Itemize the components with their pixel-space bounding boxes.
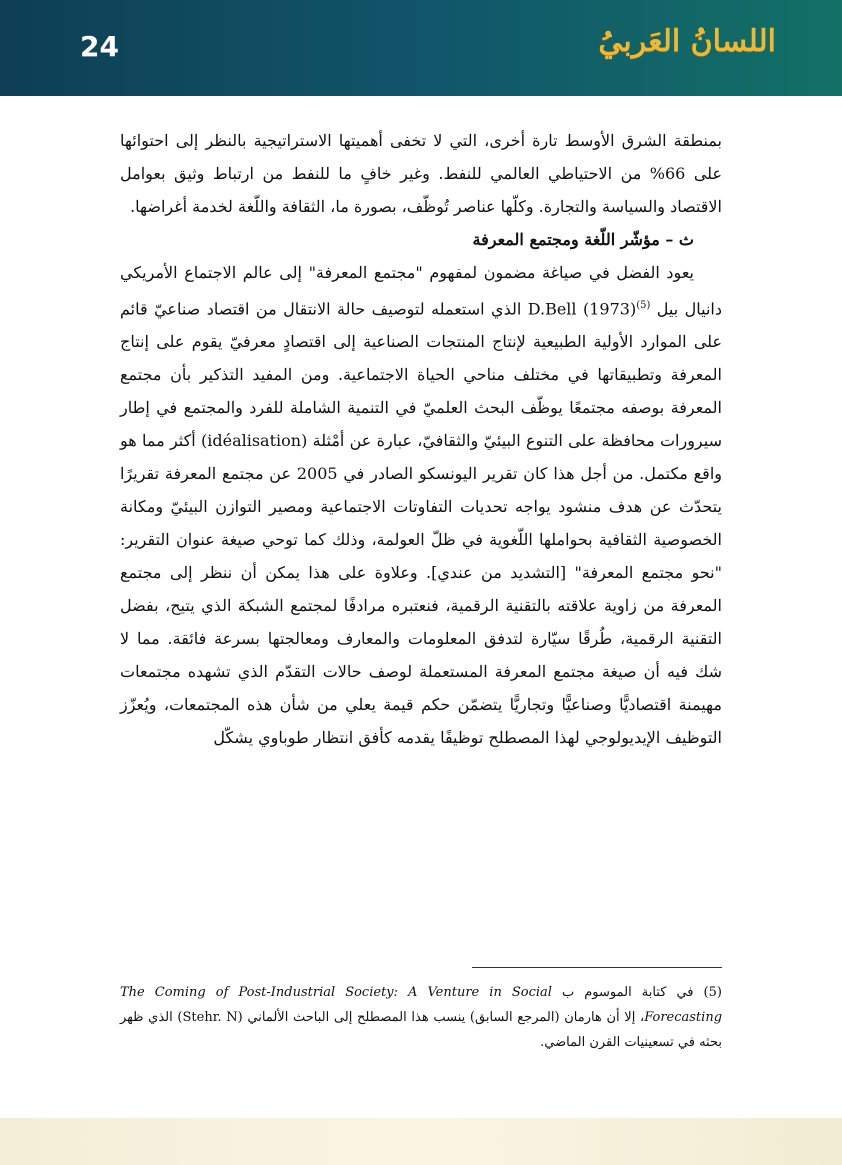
footnote-divider [472,967,722,968]
paragraph-text: الذي استعمله لتوصيف حالة الانتقال من اقتصاد صناعيّ قائم على الموارد الأولية الطبيعية لإنتاج المنتجات الصناعية إلى اقتصادٍ معرفيّ يقوم على إنتاج المعرفة وتطبيقاتها في مختلف مناحي الحياة الاجتماعية. ومن المفيد التذكير بأن مجتمع المعرفة بوصفه مجتمعًا يوظّف البحث العلميّ في التنمية الشاملة للفرد والمجتمع في إطار سيرورات محافظة على التنوع البيئيّ والثقافيّ، عبارة عن أمْثلة (idéalisation) أكثر مما هو واقع مكتمل. من أجل هذا كان تقرير اليونسكو الصادر في 2005 عن مجتمع المعرفة تقريرًا يتحدّث عن هدف منشود يواجه تحديات التفاوتات الاجتماعية ومصير التوازن البيئيّ ومكانة الخصوصية الثقافية بحواملها اللّغوية في ظلّ العولمة، وذلك كما توحي صيغة عنوان التقرير: "نحو مجتمع المعرفة" [التشديد من عندي]. وعلاوة على هذا يمكن أن ننظر إلى مجتمع المعرفة من زاوية علاقته بالتقنية الرقمية، فنعتبره مرادفًا لمجتمع الشبكة الذي يتيح، بفضل التقنية الرقمية، طُرقًا سيّارة لتدفق المعلومات والمعارف ومعالجتها بسرعة فائقة. مما لا شك فيه أن صيغة مجتمع المعرفة المستعملة لوصف حالات التقدّم الذي تشهده مجتمعات مهيمنة اقتصاديًّا وصناعيًّا وتجاريًّا يتضمّن حكم قيمة يعلي من شأن هذه المجتمعات، ويُعزّز التوظيف الإيديولوجي لهذا المصطلح توظيفًا يقدمه كأفق انتظار طوباوي يشكّل [120,299,723,748]
footnote-text: (5) في كتابة الموسوم ب [551,985,722,1000]
section-heading: ث – مؤشّر اللّغة ومجتمع المعرفة [472,230,694,249]
journal-logo: اللسانُ العَربيُ [598,24,776,59]
footnote-ref[interactable]: (5) [636,300,651,311]
footnote-5 [120,980,722,1055]
paragraph-text: يعود الفضل في صياغة مضمون لمفهوم "مجتمع المعرفة" إلى عالم الاجتماع الأمريكي دانيال بيل D.Bell (1973) [120,263,722,319]
page-number: 24 [80,30,119,63]
paragraph [120,256,722,754]
page-footer [0,1118,842,1165]
paragraph: بمنطقة الشرق الأوسط تارة أخرى، التي لا تخفى أهميتها الاستراتيجية بالنظر إلى احتوائها على 66% من الاحتياطي العالمي للنفط. وغير خافٍ ما للنفط من ارتباط وثيق بعوامل الاقتصاد والسياسة والتجارة. وكلّها عناصر تُوظّف، بصورة ما، الثقافة واللّغة لخدمة أغراضها. [120,131,723,216]
footnotes [120,980,722,1055]
page-header [0,0,842,96]
article-body [120,124,722,754]
book-title: The Coming of Post-Industrial Society: A Venture in Social Forecasting [120,985,723,1025]
footnote-text: ، إلا أن هارمان (المرجع السابق) ينسب هذا المصطلح إلى الباحث الألماني (Stehr. N) الذي ظهر بحثه في تسعينيات القرن الماضي. [120,1010,722,1050]
